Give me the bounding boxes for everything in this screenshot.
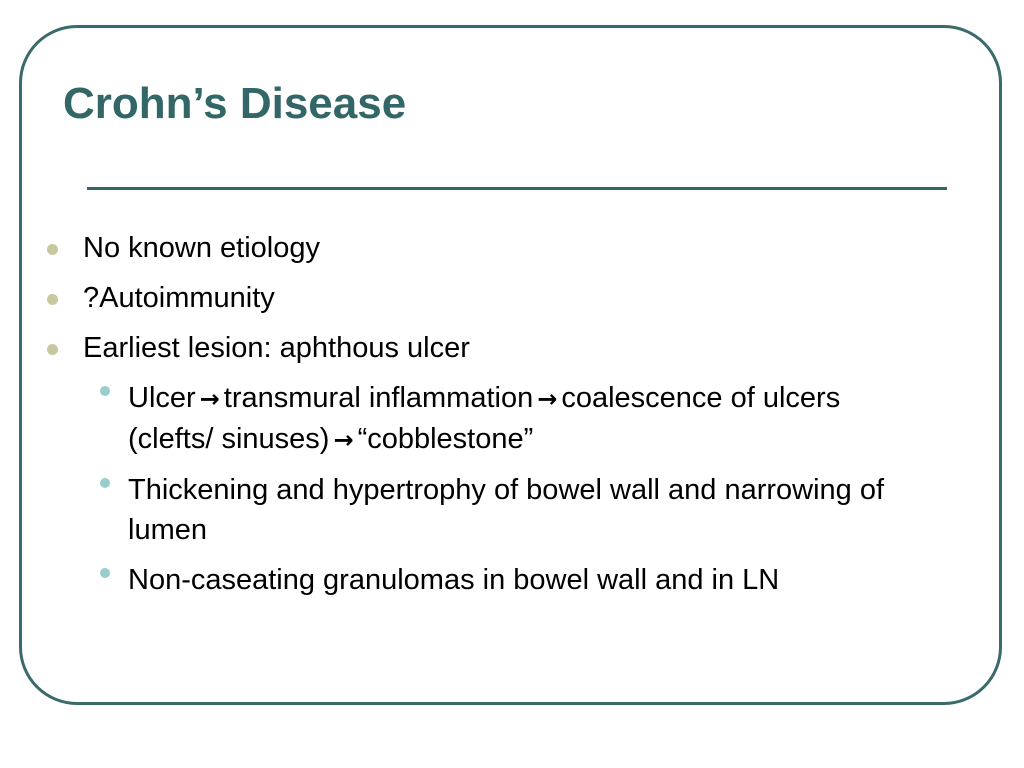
slide-title: Crohn’s Disease: [63, 79, 407, 128]
sub-bullet-text: coalescence of ulcers (clefts/ sinuses): [128, 382, 841, 455]
bullet-text: No known etiology: [83, 232, 320, 264]
bullet-dot-icon: [47, 294, 58, 305]
bullet-item: [0, 328, 1024, 368]
bullet-item: [0, 228, 1024, 268]
bullet-dot-icon: [47, 244, 58, 255]
sub-bullet-text: Thickening and hypertrophy of bowel wall and narrowing of lumen: [128, 474, 885, 546]
right-arrow-icon: →: [537, 385, 558, 413]
right-arrow-icon: →: [199, 385, 220, 413]
right-arrow-icon: →: [333, 426, 354, 454]
slide-body: [0, 228, 1024, 610]
title-divider: [87, 187, 947, 190]
sub-bullet-item: [0, 560, 918, 600]
sub-bullet-dot-icon: [100, 386, 110, 396]
sub-bullet-dot-icon: [100, 568, 110, 578]
sub-bullet-text: Non-caseating granulomas in bowel wall and in LN: [128, 564, 780, 596]
bullet-text: Earliest lesion: aphthous ulcer: [83, 332, 470, 364]
sub-bullet-text: “cobblestone”: [357, 423, 534, 455]
sub-bullet-dot-icon: [100, 478, 110, 488]
bullet-dot-icon: [47, 344, 58, 355]
sub-bullet-item: [0, 470, 918, 550]
sub-bullet-text: transmural inflammation: [223, 382, 534, 414]
sub-bullet-item: [0, 378, 918, 460]
bullet-text: ?Autoimmunity: [83, 282, 275, 314]
bullet-item: [0, 278, 1024, 318]
sub-bullet-text: Ulcer: [128, 382, 196, 414]
